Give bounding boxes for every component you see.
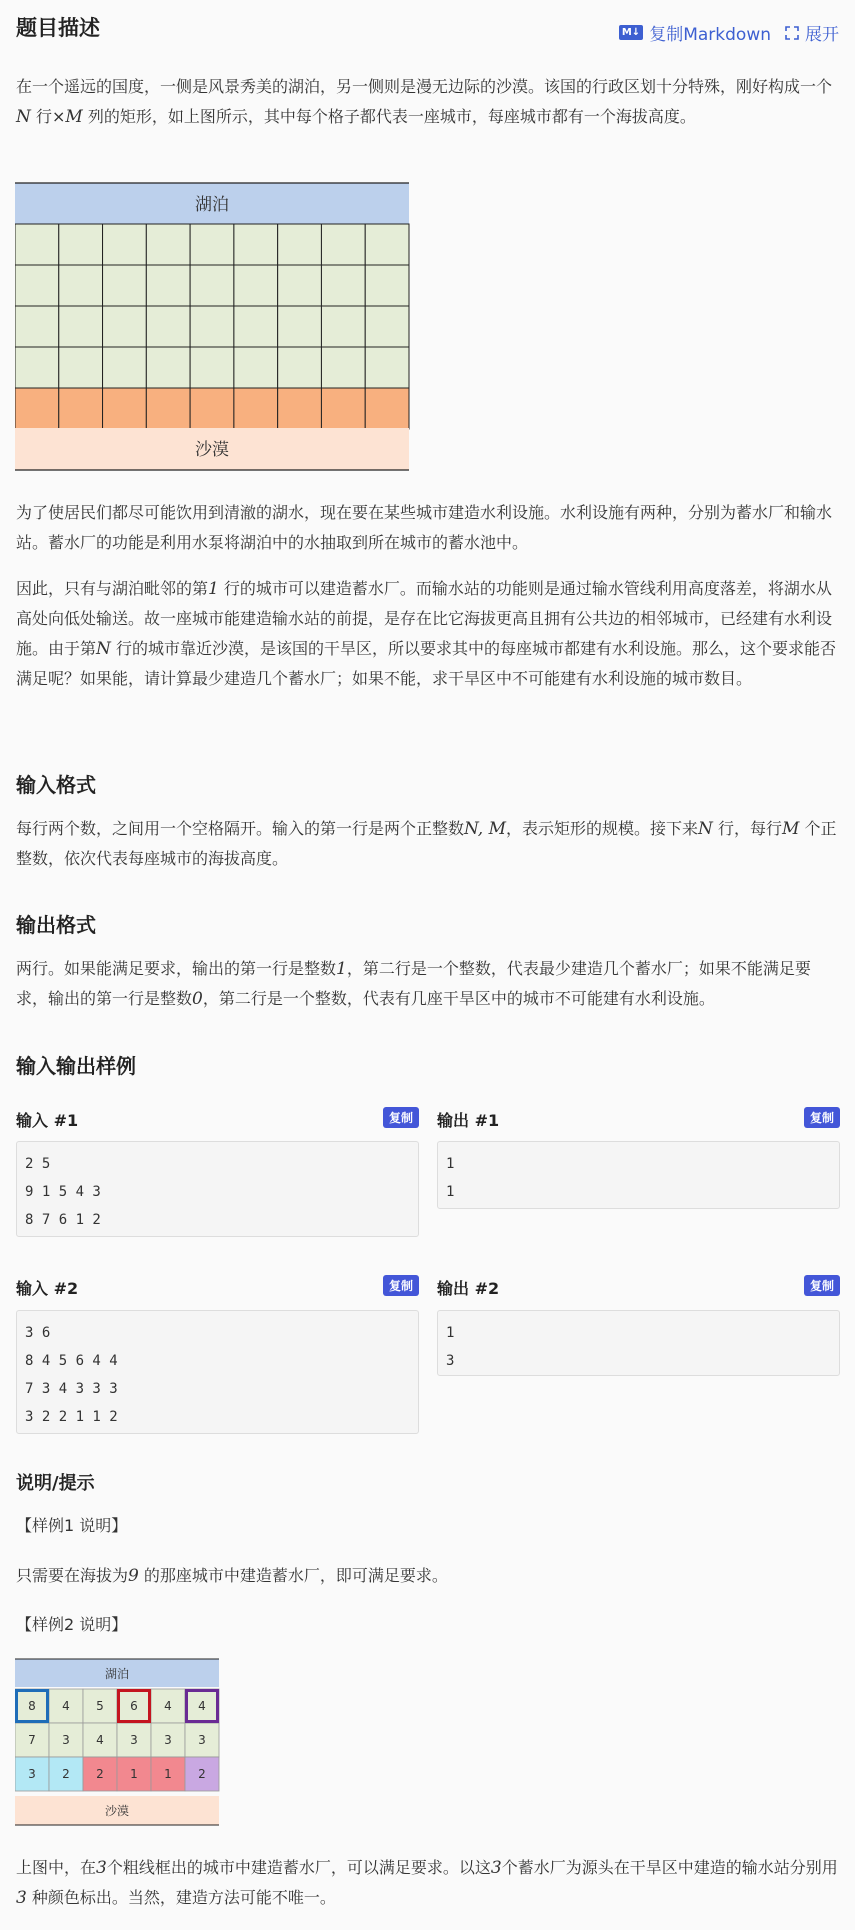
p3-one: 1 [208, 579, 219, 599]
input-text-d: 个正整数，依次代表每座城市的海拔高度。 [16, 819, 837, 868]
copy-input-2-button[interactable]: 复制 [383, 1275, 419, 1296]
city-cell [278, 265, 322, 306]
hint-example-2-label [16, 1610, 839, 1640]
input-format-title: 输入格式 [16, 773, 96, 797]
city-cell [190, 388, 234, 429]
output-1-title: 输出 #1 [437, 1111, 500, 1130]
input-1-header [16, 1108, 419, 1131]
city-cell [146, 224, 190, 265]
city-cell [278, 306, 322, 347]
city-cell [234, 388, 278, 429]
expand-label: 展开 [805, 25, 839, 45]
sample-city-height: 3 [28, 1767, 36, 1781]
description-paragraph-1 [16, 72, 839, 132]
sample-city-height: 2 [198, 1767, 206, 1781]
output-2-title: 输出 #2 [437, 1279, 500, 1298]
city-cell [190, 306, 234, 347]
input-var-n: N [698, 819, 713, 839]
ex1-label-text: 【样例1 说明】 [16, 1516, 128, 1535]
problem-header [16, 0, 839, 58]
input-var-m: M [782, 819, 800, 839]
city-cell [15, 347, 59, 388]
output-format-title: 输出格式 [16, 913, 96, 937]
description-paragraph-3 [16, 574, 839, 694]
ex1-nine: 9 [128, 1566, 139, 1586]
city-cell [103, 347, 147, 388]
desert-label-small: 沙漠 [104, 1804, 130, 1818]
city-cell [278, 388, 322, 429]
p3-text-b: 行的城市可以建造蓄水厂。而输水站的功能则是通过输水管线利用高度落差，将湖水从高处向低处输送。故一座城市能建造输水站的前提，是存在比它海拔更高且拥有公共边的相邻城市，已经建有水利设施。由于第 [16, 579, 833, 658]
final-three-3: 3 [16, 1888, 27, 1908]
output-format-text [16, 954, 839, 1014]
input-1-code [16, 1141, 419, 1237]
city-cell [146, 265, 190, 306]
input-2-code [16, 1310, 419, 1434]
p1-text-a: 在一个遥远的国度，一侧是风景秀美的湖泊，另一侧则是漫无边际的沙漠。该国的行政区划十分特殊，刚好构成一个 [16, 77, 833, 96]
ex1-text-b: 的那座城市中建造蓄水厂，即可满足要求。 [138, 1566, 448, 1585]
sample-2-figure [15, 1658, 221, 1828]
sample-city-height: 3 [198, 1733, 206, 1747]
output-one: 1 [336, 959, 347, 979]
final-text-c: 个蓄水厂为源头在干旱区中建造的输水站分别用 [501, 1858, 838, 1877]
city-cell [365, 388, 409, 429]
city-cell [15, 224, 59, 265]
city-cell [234, 265, 278, 306]
city-cell [15, 388, 59, 429]
var-n: N [16, 107, 31, 127]
input-text-a: 每行两个数，之间用一个空格隔开。输入的第一行是两个正整数 [16, 819, 465, 838]
p3-text-c: 行的城市靠近沙漠，是该国的干旱区，所以要求其中的每座城市都建有水利设施。那么，这个要求能否满足呢？如果能，请计算最少建造几个蓄水厂；如果不能，求干旱区中不可能建有水利设施的城市数目。 [16, 639, 836, 688]
city-cell [321, 224, 365, 265]
city-cell [146, 306, 190, 347]
city-cell [278, 224, 322, 265]
output-1-header [437, 1108, 840, 1131]
header-actions [619, 20, 839, 45]
p3-var-n: N [96, 639, 111, 659]
section-title-description: 题目描述 [16, 16, 100, 40]
sample-city-height: 4 [164, 1699, 172, 1713]
city-cell [365, 224, 409, 265]
sample-city-height: 1 [164, 1767, 172, 1781]
city-cell [365, 306, 409, 347]
city-cell [15, 306, 59, 347]
output-1-code [437, 1141, 840, 1209]
code-line: 8 7 6 1 2 [25, 1212, 101, 1228]
city-cell [234, 224, 278, 265]
input-2-header [16, 1276, 419, 1299]
input-1-title: 输入 #1 [16, 1111, 79, 1130]
lake-desert-grid-figure [15, 182, 411, 472]
city-cell [59, 265, 103, 306]
output-2-header [437, 1276, 840, 1299]
final-three: 3 [96, 1858, 107, 1878]
city-cell [234, 347, 278, 388]
sample-city-height: 3 [164, 1733, 172, 1747]
sample-city-height: 7 [28, 1733, 36, 1747]
var-m: M [65, 107, 83, 127]
samples-title: 输入输出样例 [16, 1054, 136, 1078]
city-cell [103, 224, 147, 265]
input-format-section [16, 769, 839, 798]
copy-markdown-button[interactable] [619, 20, 771, 45]
code-line: 8 4 5 6 4 4 [25, 1353, 118, 1369]
output-2-code [437, 1310, 840, 1376]
sample-city-height: 2 [62, 1767, 70, 1781]
code-line: 3 2 2 1 1 2 [25, 1409, 118, 1425]
hint-example-1-text [16, 1561, 839, 1591]
hint-section [16, 1469, 839, 1495]
ex2-label-text: 【样例2 说明】 [16, 1615, 128, 1634]
input-2-title: 输入 #2 [16, 1279, 79, 1298]
sample-city-height: 8 [28, 1699, 36, 1713]
copy-markdown-label: 复制Markdown [649, 25, 771, 45]
input-format-text [16, 814, 839, 874]
desert-label: 沙漠 [195, 440, 229, 460]
lake-label: 湖泊 [195, 195, 229, 215]
lake-label-small: 湖泊 [104, 1667, 130, 1681]
output-text-a: 两行。如果能满足要求，输出的第一行是整数 [16, 959, 337, 978]
ex1-text-a: 只需要在海拔为 [16, 1566, 129, 1585]
city-cell [59, 306, 103, 347]
sample-city-height: 4 [62, 1699, 70, 1713]
p2-text: 为了使居民们都尽可能饮用到清澈的湖水，现在要在某些城市建造水利设施。水利设施有两种，分别为蓄水厂和输水站。蓄水厂的功能是利用水泵将湖泊中的水抽取到所在城市的蓄水池中。 [16, 503, 833, 552]
code-line: 1 [446, 1156, 455, 1172]
city-cell [146, 388, 190, 429]
p3-text-a: 因此，只有与湖泊毗邻的第 [16, 579, 209, 598]
city-cell [103, 306, 147, 347]
city-cell [321, 388, 365, 429]
city-cell [190, 265, 234, 306]
sample-city-height: 4 [198, 1699, 206, 1713]
sample-city-height: 3 [130, 1733, 138, 1747]
city-cell [103, 388, 147, 429]
samples-section [16, 1050, 839, 1079]
code-line: 9 1 5 4 3 [25, 1184, 101, 1200]
copy-input-1-button[interactable]: 复制 [383, 1107, 419, 1128]
city-cell [234, 306, 278, 347]
sample-city-height: 4 [96, 1733, 104, 1747]
output-text-b: ，第二行是一个整数，代表最少建造几个蓄水厂；如果不能满足要求，输出的第一行是整数 [16, 959, 811, 1008]
city-cell [190, 224, 234, 265]
city-cell [59, 224, 103, 265]
markdown-icon: M↓ [619, 25, 643, 40]
description-paragraph-2 [16, 498, 839, 558]
city-cell [321, 265, 365, 306]
expand-icon [785, 26, 799, 40]
city-cell [59, 388, 103, 429]
p1-text-b: 行× [30, 107, 66, 126]
final-text-b: 个粗线框出的城市中建造蓄水厂，可以满足要求。以这 [106, 1858, 491, 1877]
final-text-d: 种颜色标出。当然，建造方法可能不唯一。 [26, 1888, 336, 1907]
city-cell [146, 347, 190, 388]
city-cell [15, 265, 59, 306]
output-text-c: ，第二行是一个整数，代表有几座干旱区中的城市不可能建有水利设施。 [202, 989, 715, 1008]
sample-city-height: 1 [130, 1767, 138, 1781]
sample-2-grid [15, 1689, 219, 1791]
p1-text-c: 列的矩形，如上图所示，其中每个格子都代表一座城市，每座城市都有一个海拔高度。 [82, 107, 696, 126]
code-line: 7 3 4 3 3 3 [25, 1381, 118, 1397]
hint-final-paragraph [16, 1853, 839, 1913]
sample-city-height: 2 [96, 1767, 104, 1781]
city-cell [103, 265, 147, 306]
sample-city-height: 5 [96, 1699, 104, 1713]
city-cell [321, 306, 365, 347]
city-cell [278, 347, 322, 388]
input-text-c: 行，每行 [712, 819, 783, 838]
city-grid [15, 224, 409, 429]
sample-city-height: 6 [130, 1699, 138, 1713]
city-cell [190, 347, 234, 388]
code-line: 3 [446, 1353, 455, 1369]
city-cell [59, 347, 103, 388]
output-format-section [16, 909, 839, 938]
copy-output-2-button[interactable]: 复制 [804, 1275, 840, 1296]
final-three-2: 3 [490, 1858, 502, 1878]
city-cell [365, 265, 409, 306]
code-line: 1 [446, 1325, 455, 1341]
sample-city-height: 3 [62, 1733, 70, 1747]
code-line: 1 [446, 1184, 455, 1200]
city-cell [321, 347, 365, 388]
input-text-b: ，表示矩形的规模。接下来 [506, 819, 699, 838]
code-line: 2 5 [25, 1156, 51, 1172]
hint-title: 说明/提示 [16, 1473, 95, 1494]
final-text-a: 上图中，在 [16, 1858, 97, 1877]
hint-example-1-label [16, 1511, 839, 1541]
output-zero: 0 [192, 989, 203, 1009]
city-cell [365, 347, 409, 388]
expand-button[interactable] [785, 20, 839, 45]
code-line: 3 6 [25, 1325, 51, 1341]
input-var-nm: N, M [464, 819, 507, 839]
copy-output-1-button[interactable]: 复制 [804, 1107, 840, 1128]
